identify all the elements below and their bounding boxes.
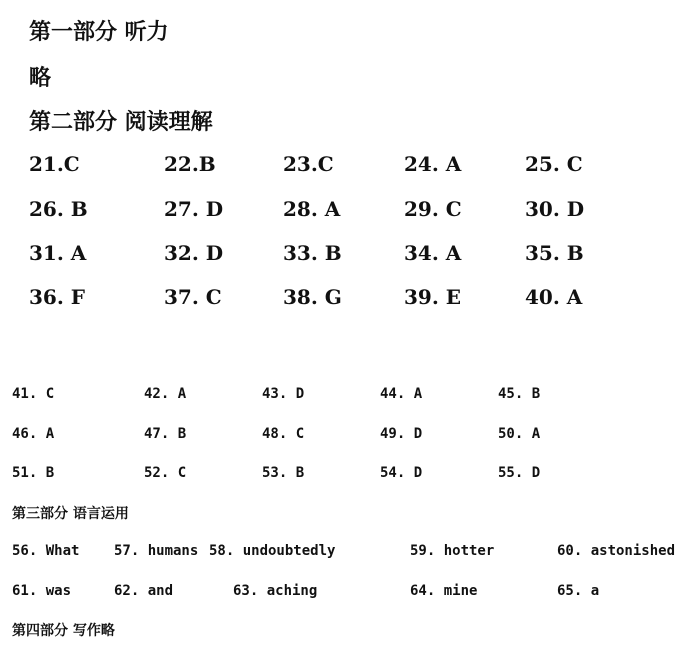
answer-22: 22.B xyxy=(164,152,216,176)
answer-46: 46. A xyxy=(12,426,55,442)
answer-63: 63. aching xyxy=(233,583,318,599)
answer-35: 35. B xyxy=(525,241,584,265)
answer-44: 44. A xyxy=(380,386,423,402)
answer-52: 52. C xyxy=(144,465,187,481)
answer-27: 27. D xyxy=(164,197,224,221)
answer-62: 62. and xyxy=(114,583,174,599)
answer-40: 40. A xyxy=(525,285,583,309)
answer-65: 65. a xyxy=(557,583,600,599)
part4-title: 第四部分 写作略 xyxy=(12,623,115,639)
answer-24: 24. A xyxy=(404,152,462,176)
answer-30: 30. D xyxy=(525,197,585,221)
part1-note: 略 xyxy=(29,65,52,91)
answer-42: 42. A xyxy=(144,386,187,402)
part1-title: 第一部分 听力 xyxy=(29,19,169,45)
answer-28: 28. A xyxy=(283,197,341,221)
answer-36: 36. F xyxy=(29,285,85,309)
answer-45: 45. B xyxy=(498,386,541,402)
answer-64: 64. mine xyxy=(410,583,478,599)
answer-37: 37. C xyxy=(164,285,222,309)
answer-54: 54. D xyxy=(380,465,423,481)
answer-47: 47. B xyxy=(144,426,187,442)
answer-41: 41. C xyxy=(12,386,55,402)
answer-23: 23.C xyxy=(283,152,334,176)
answer-31: 31. A xyxy=(29,241,87,265)
answer-58: 58. undoubtedly xyxy=(209,543,336,559)
answer-26: 26. B xyxy=(29,197,88,221)
answer-48: 48. C xyxy=(262,426,305,442)
answer-56: 56. What xyxy=(12,543,80,559)
answer-43: 43. D xyxy=(262,386,305,402)
answer-25: 25. C xyxy=(525,152,583,176)
part2-title: 第二部分 阅读理解 xyxy=(29,109,213,135)
answer-33: 33. B xyxy=(283,241,342,265)
answer-55: 55. D xyxy=(498,465,541,481)
answer-34: 34. A xyxy=(404,241,462,265)
answer-57: 57. humans xyxy=(114,543,199,559)
part3-title: 第三部分 语言运用 xyxy=(12,506,129,522)
answer-59: 59. hotter xyxy=(410,543,495,559)
answer-53: 53. B xyxy=(262,465,305,481)
answer-60: 60. astonished xyxy=(557,543,676,559)
answer-50: 50. A xyxy=(498,426,541,442)
answer-38: 38. G xyxy=(283,285,342,309)
answer-21: 21.C xyxy=(29,152,80,176)
answer-29: 29. C xyxy=(404,197,462,221)
answer-49: 49. D xyxy=(380,426,423,442)
answer-61: 61. was xyxy=(12,583,72,599)
answer-39: 39. E xyxy=(404,285,462,309)
answer-32: 32. D xyxy=(164,241,224,265)
answer-51: 51. B xyxy=(12,465,55,481)
